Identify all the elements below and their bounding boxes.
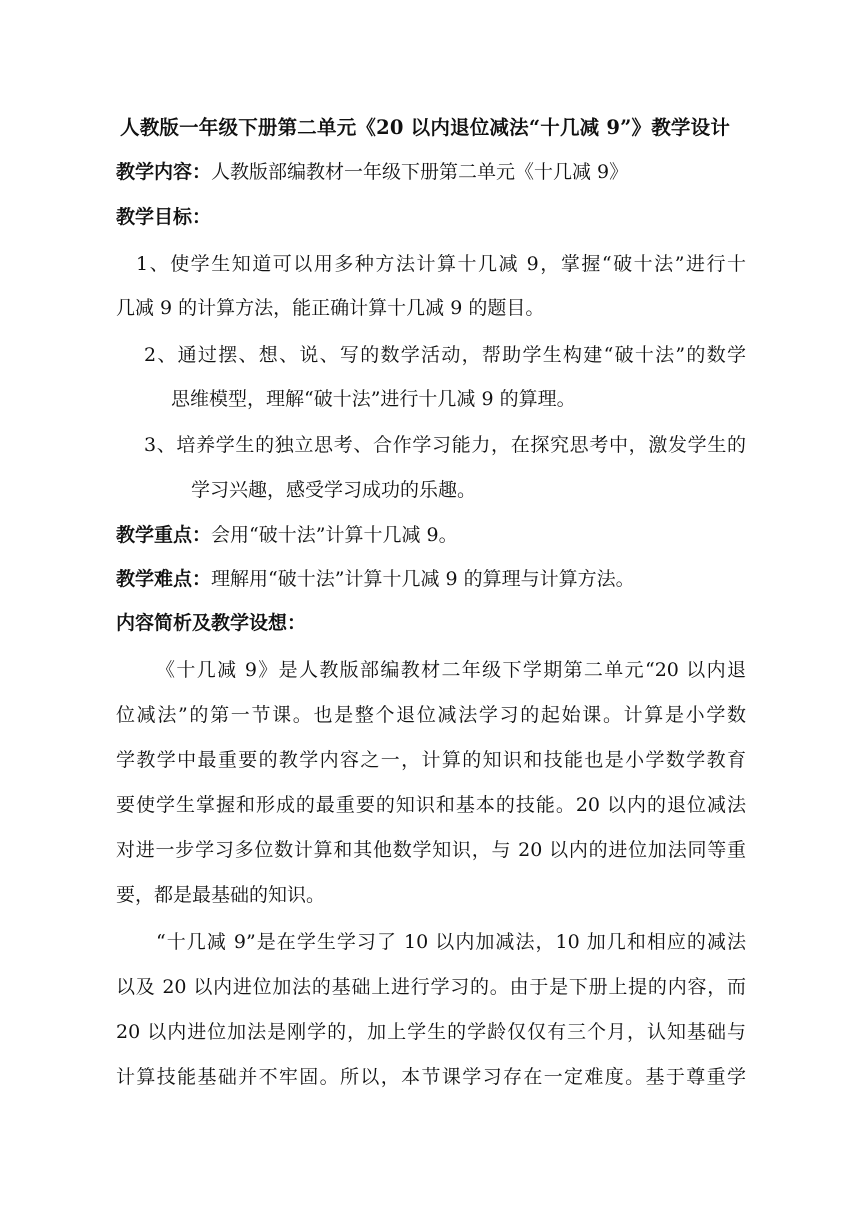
teaching-content-line bbox=[116, 160, 746, 184]
analysis-p1-line-4: 要使学生掌握和形成的最重要的知识和基本的技能。20 以内的退位减法 bbox=[116, 794, 746, 816]
key-point-line bbox=[116, 523, 746, 547]
analysis-p2-line-2: 以及 20 以内进位加法的基础上进行学习的。由于是下册上提的内容，而 bbox=[116, 976, 746, 998]
analysis-p1-line-5: 对进一步学习多位数计算和其他数学知识，与 20 以内的进位加法同等重 bbox=[116, 839, 746, 861]
analysis-p2-line-1: “十几减 9”是在学生学习了 10 以内加减法，10 加几和相应的减法 bbox=[156, 931, 746, 953]
analysis-p1-line-2: 位减法”的第一节课。也是整个退位减法学习的起始课。计算是小学数 bbox=[116, 704, 746, 726]
analysis-p1-line-3: 学教学中最重要的教学内容之一，计算的知识和技能也是小学数学教育 bbox=[116, 749, 746, 771]
difficulty-text: 理解用“破十法”计算十几减 9 的算理与计算方法。 bbox=[211, 568, 635, 590]
teaching-goals-heading: 教学目标： bbox=[116, 206, 212, 228]
document-title: 人教版一年级下册第二单元《20 以内退位减法“十几减 9”》教学设计 bbox=[120, 116, 731, 139]
goal-3-line-2: 学习兴趣，感受学习成功的乐趣。 bbox=[191, 479, 477, 501]
key-point-text: 会用“破十法”计算十几减 9。 bbox=[211, 524, 458, 546]
difficulty-line bbox=[116, 567, 746, 591]
goal-1-line-1: 1、使学生知道可以用多种方法计算十几减 9，掌握“破十法”进行十 bbox=[136, 253, 746, 275]
goal-3-line-1: 3、培养学生的独立思考、合作学习能力，在探究思考中，激发学生的 bbox=[144, 434, 746, 456]
analysis-heading: 内容简析及教学设想： bbox=[116, 612, 307, 634]
key-point-label: 教学重点： bbox=[116, 524, 212, 546]
analysis-p1-line-6: 要，都是最基础的知识。 bbox=[116, 884, 326, 906]
teaching-content-label: 教学内容： bbox=[116, 161, 212, 183]
analysis-p2-line-4: 计算技能基础并不牢固。所以，本节课学习存在一定难度。基于尊重学 bbox=[116, 1066, 746, 1088]
teaching-content-text: 人教版部编教材一年级下册第二单元《十几减 9》 bbox=[211, 161, 629, 183]
difficulty-label: 教学难点： bbox=[116, 568, 212, 590]
goal-1-line-2: 几减 9 的计算方法，能正确计算十几减 9 的题目。 bbox=[116, 297, 545, 319]
goal-2-line-1: 2、通过摆、想、说、写的数学活动，帮助学生构建“破十法”的数学 bbox=[144, 344, 746, 366]
analysis-p2-line-3: 20 以内进位加法是刚学的，加上学生的学龄仅仅有三个月，认知基础与 bbox=[116, 1021, 746, 1043]
goal-2-line-2: 思维模型，理解“破十法”进行十几减 9 的算理。 bbox=[171, 388, 576, 410]
analysis-p1-line-1: 《十几减 9》是人教版部编教材二年级下学期第二单元“20 以内退 bbox=[156, 659, 746, 681]
